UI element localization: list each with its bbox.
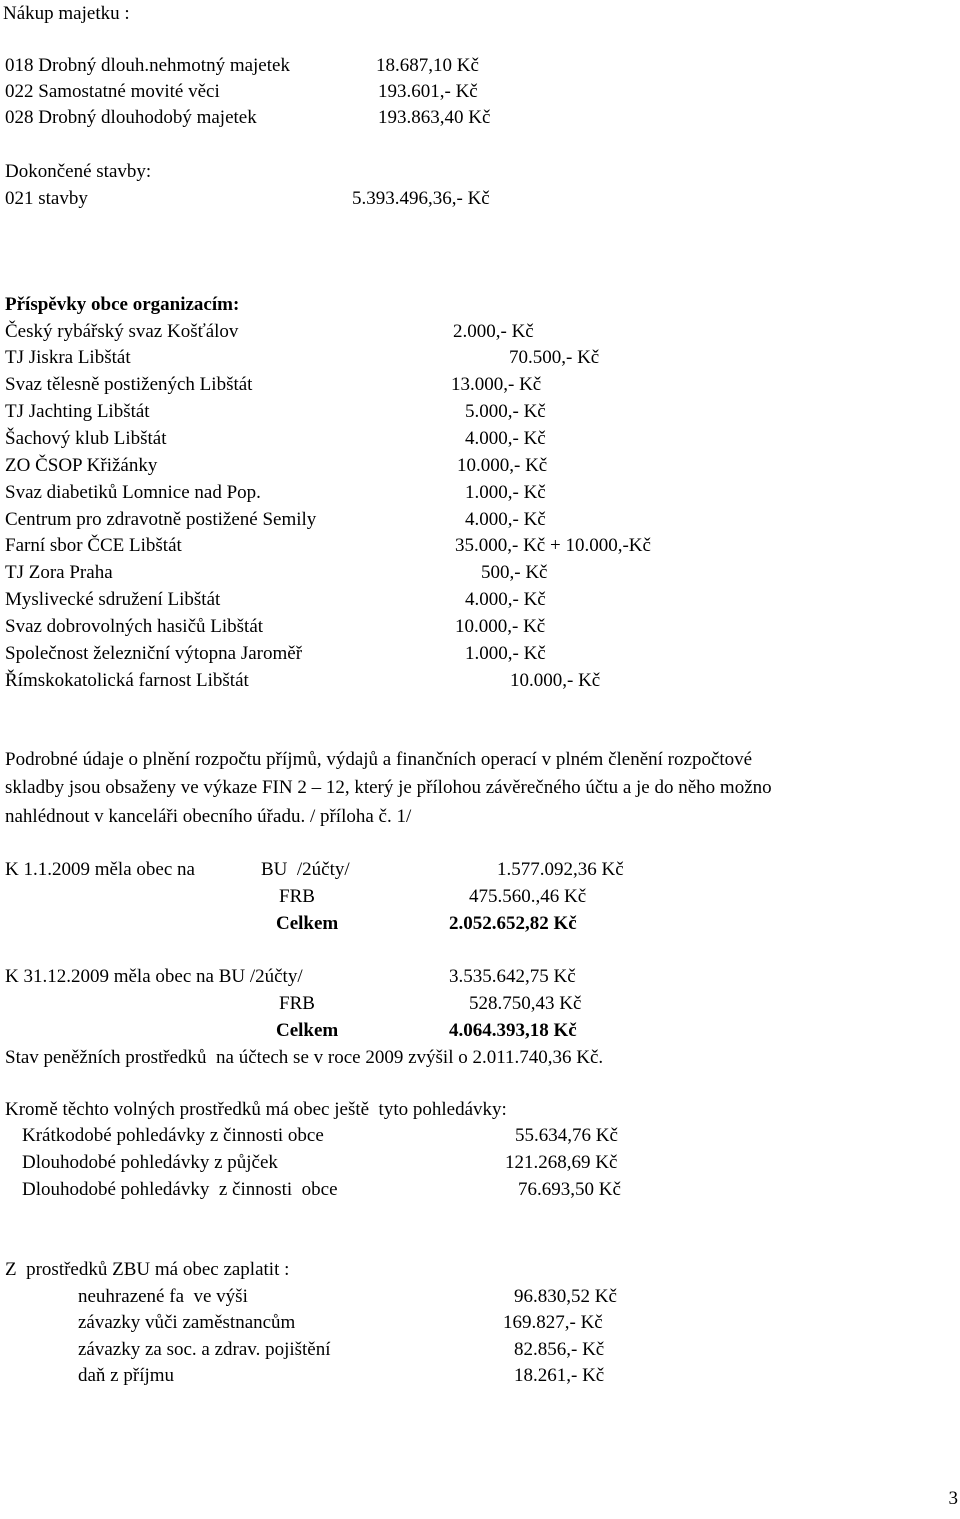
receivable-label: Dlouhodobé pohledávky z půjček (22, 1152, 278, 1173)
constructions-label: 021 stavby (5, 188, 88, 209)
contribution-value: 1.000,- Kč (465, 643, 546, 664)
acquisition-item-value: 193.601,- Kč (378, 81, 478, 102)
acquisition-heading: Nákup majetku : (3, 3, 130, 24)
receivable-value: 55.634,76 Kč (515, 1125, 618, 1146)
contribution-label: Šachový klub Libštát (5, 428, 167, 449)
receivable-value: 121.268,69 Kč (505, 1152, 618, 1173)
contribution-value: 35.000,- Kč + 10.000,-Kč (455, 535, 651, 556)
contribution-label: Český rybářský svaz Košťálov (5, 321, 239, 342)
balance-start-bu-label: BU /2účty/ (261, 859, 350, 880)
contribution-label: Centrum pro zdravotně postižené Semily (5, 509, 317, 530)
contribution-label: TJ Zora Praha (5, 562, 113, 583)
balance-end-frb-value: 528.750,43 Kč (469, 993, 582, 1014)
paragraph-line: skladby jsou obsaženy ve výkaze FIN 2 – 12, který je přílohou závěrečného účtu a je do něho možno (5, 777, 772, 798)
balance-end-bu-value: 3.535.642,75 Kč (449, 966, 576, 987)
balance-start-frb-label: FRB (279, 886, 315, 907)
contributions-heading: Příspěvky obce organizacím: (5, 294, 240, 315)
contribution-label: Společnost železniční výtopna Jaroměř (5, 643, 303, 664)
contribution-value: 2.000,- Kč (453, 321, 534, 342)
payable-value: 169.827,- Kč (503, 1312, 603, 1333)
acquisition-item-label: 022 Samostatné movité věci (5, 81, 220, 102)
balance-start-total-label: Celkem (276, 913, 339, 934)
contribution-value: 70.500,- Kč (509, 347, 600, 368)
payable-label: daň z příjmu (78, 1365, 175, 1386)
receivable-label: Dlouhodobé pohledávky z činnosti obce (22, 1179, 338, 1200)
payable-label: závazky za soc. a zdrav. pojištění (78, 1339, 331, 1360)
balance-end-frb-label: FRB (279, 993, 315, 1014)
balance-start-total-value: 2.052.652,82 Kč (449, 913, 577, 934)
receivables-heading: Kromě těchto volných prostředků má obec ještě tyto pohledávky: (5, 1099, 507, 1120)
receivable-value: 76.693,50 Kč (518, 1179, 621, 1200)
balance-start-bu-value: 1.577.092,36 Kč (497, 859, 624, 880)
acquisition-item-value: 18.687,10 Kč (376, 55, 479, 76)
paragraph-line: Podrobné údaje o plnění rozpočtu příjmů, výdajů a finančních operací v plném členění rozpočtové (5, 749, 753, 770)
payable-label: neuhrazené fa ve výši (78, 1286, 248, 1307)
contribution-value: 4.000,- Kč (465, 428, 546, 449)
acquisition-item-value: 193.863,40 Kč (378, 107, 491, 128)
contribution-label: TJ Jachting Libštát (5, 401, 150, 422)
contribution-value: 10.000,- Kč (510, 670, 601, 691)
acquisition-item-label: 028 Drobný dlouhodobý majetek (5, 107, 257, 128)
contribution-label: Myslivecké sdružení Libštát (5, 589, 221, 610)
contribution-label: Římskokatolická farnost Libštát (5, 670, 249, 691)
contribution-label: TJ Jiskra Libštát (5, 347, 131, 368)
constructions-heading: Dokončené stavby: (5, 161, 152, 182)
contribution-label: ZO ČSOP Křižánky (5, 455, 158, 476)
balance-end-label: K 31.12.2009 měla obec na BU /2účty/ (5, 966, 303, 987)
contribution-value: 10.000,- Kč (455, 616, 546, 637)
contribution-value: 4.000,- Kč (465, 509, 546, 530)
payable-value: 82.856,- Kč (514, 1339, 605, 1360)
contribution-value: 500,- Kč (481, 562, 548, 583)
payables-heading: Z prostředků ZBU má obec zaplatit : (5, 1259, 290, 1280)
page-number: 3 (948, 1488, 958, 1509)
contribution-value: 4.000,- Kč (465, 589, 546, 610)
payable-value: 96.830,52 Kč (514, 1286, 617, 1307)
balance-summary: Stav peněžních prostředků na účtech se v roce 2009 zvýšil o 2.011.740,36 Kč. (5, 1047, 604, 1068)
contribution-value: 5.000,- Kč (465, 401, 546, 422)
balance-end-total-label: Celkem (276, 1020, 339, 1041)
payable-value: 18.261,- Kč (514, 1365, 605, 1386)
contribution-value: 13.000,- Kč (451, 374, 542, 395)
acquisition-item-label: 018 Drobný dlouh.nehmotný majetek (5, 55, 290, 76)
contribution-label: Farní sbor ČCE Libštát (5, 535, 182, 556)
balance-start-frb-value: 475.560.,46 Kč (469, 886, 587, 907)
contribution-value: 1.000,- Kč (465, 482, 546, 503)
contribution-label: Svaz tělesně postižených Libštát (5, 374, 253, 395)
receivable-label: Krátkodobé pohledávky z činnosti obce (22, 1125, 324, 1146)
contribution-label: Svaz diabetiků Lomnice nad Pop. (5, 482, 261, 503)
contribution-value: 10.000,- Kč (457, 455, 548, 476)
balance-start-label: K 1.1.2009 měla obec na (5, 859, 195, 880)
payable-label: závazky vůči zaměstnancům (78, 1312, 296, 1333)
contribution-label: Svaz dobrovolných hasičů Libštát (5, 616, 264, 637)
balance-end-total-value: 4.064.393,18 Kč (449, 1020, 577, 1041)
constructions-value: 5.393.496,36,- Kč (352, 188, 490, 209)
paragraph-line: nahlédnout v kanceláři obecního úřadu. / příloha č. 1/ (5, 806, 412, 827)
